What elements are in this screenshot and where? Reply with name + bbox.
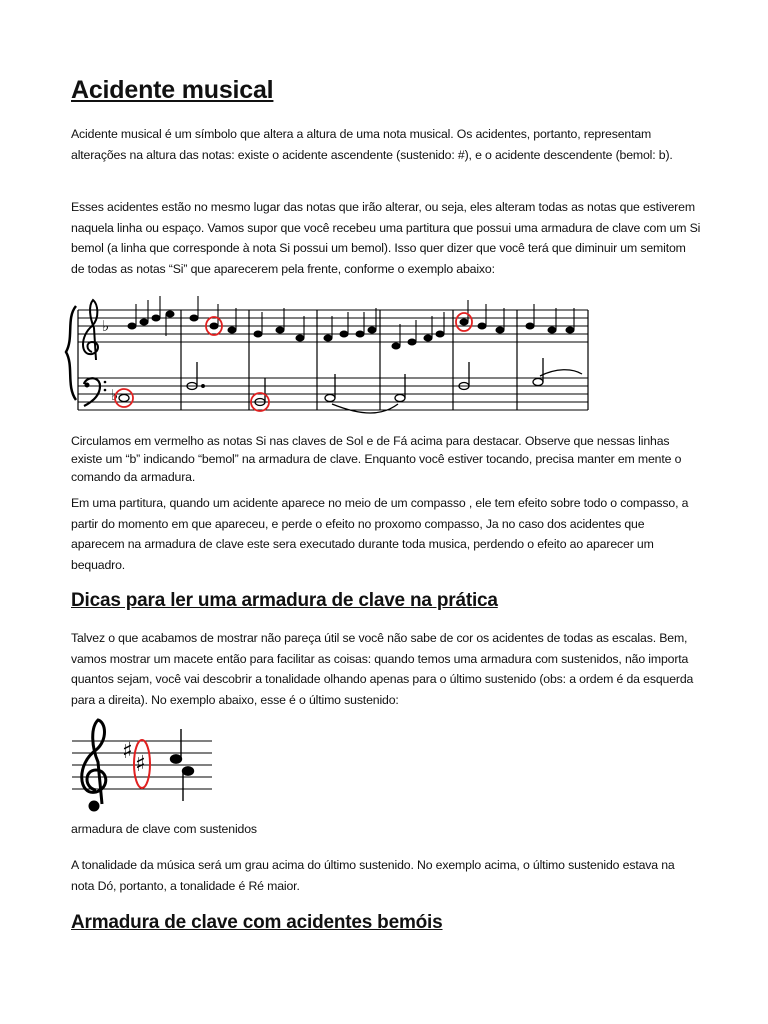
- sharp-sign-2: ♯: [135, 752, 146, 777]
- section-heading-bemois: Armadura de clave com acidentes bemóis: [71, 912, 443, 933]
- section-heading-dicas: Dicas para ler uma armadura de clave na prática: [71, 590, 498, 611]
- bass-staff: [78, 378, 588, 410]
- flat-sign-treble: ♭: [102, 317, 110, 335]
- staff-brace: [66, 306, 76, 400]
- highlight-paragraph: Circulamos em vermelho as notas Si nas claves de Sol e de Fá acima para destacar. Observe que nessas linhas existe um “b” indicando “bemol” na armadura de clave. Enquanto você estiver tocando, precisa manter em mente o comando da armadura.: [71, 434, 682, 484]
- treble-clef-icon: [83, 300, 98, 360]
- sharp-sign-1: ♯: [122, 739, 133, 764]
- figure-caption: armadura de clave com sustenidos: [71, 822, 257, 836]
- bass-highlights: [115, 389, 269, 411]
- page-title: Acidente musical: [71, 76, 274, 104]
- tips-paragraph: Talvez o que acabamos de mostrar não pareça útil se você não sabe de cor os acidentes de todas as escalas. Bem, vamos mostrar um macete então para facilitar as coisas: quando temos uma armadura com sustenidos, não importa quantos sejam, você vai descobrir a tonalidade olhando apenas para o último sustenido (obs: a ordem é da esquerda para a direita). No exemplo abaixo, esse é o último sustenido:: [71, 631, 694, 707]
- flat-sign-bass: ♭: [111, 386, 119, 404]
- accidents-paragraph: Esses acidentes estão no mesmo lugar das notas que irão alterar, ou seja, eles alteram todas as notas que estiverem naquela linha ou espaço. Vamos supor que você recebeu uma partitura que possui uma armadura de clave com um Si bemol (a linha que corresponde à nota Si possui um bemol). Isso quer dizer que você terá que diminuir um semitom de todas as notas “Si” que aparecerem pela frente, conforme o exemplo abaixo:: [71, 200, 701, 276]
- intro-paragraph: Acidente musical é um símbolo que altera a altura de uma nota musical. Os acidentes, portanto, representam alterações na altura das notas: existe o acidente ascendente (sustenido: #), e o acidente descendente (bemol: b).: [71, 127, 673, 162]
- sharp-key-figure: [72, 718, 214, 814]
- treble-notes: [128, 296, 574, 349]
- measure-paragraph: Em uma partitura, quando um acidente aparece no meio de um compasso , ele tem efeito sobre todo o compasso, a partir do momento em que apareceu, e perde o efeito no proxomo compasso, Ja no caso dos acidentes que aparecem na armadura de clave este sera executado durante toda musica, perdendo o efeito ao aparecer um bequadro.: [71, 496, 689, 572]
- grand-staff-figure: [62, 288, 592, 418]
- tonality-paragraph: A tonalidade da música será um grau acima do último sustenido. No exemplo acima, o último sustenido estava na nota Dó, portanto, a tonalidade é Ré maior.: [71, 858, 675, 893]
